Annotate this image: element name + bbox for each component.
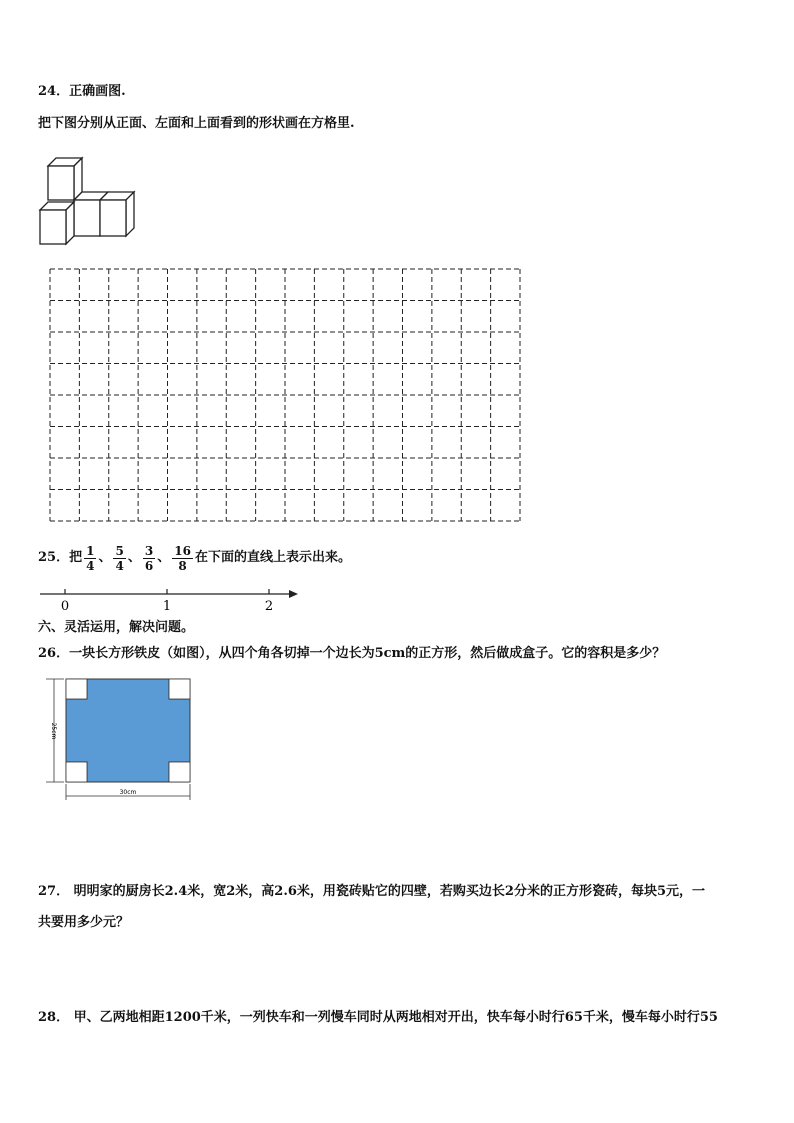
fraction-3: $\frac{3}{6}$ bbox=[144, 543, 154, 573]
q24-heading bbox=[38, 84, 126, 100]
metal-sheet-figure bbox=[44, 676, 194, 806]
height-label: 25cm bbox=[50, 722, 57, 740]
q24-number: 24． bbox=[38, 84, 70, 99]
axis-label-0: 0 bbox=[60, 599, 70, 614]
axis-label-2: 2 bbox=[264, 599, 274, 614]
number-line bbox=[38, 586, 300, 614]
width-label: 30cm bbox=[119, 789, 137, 796]
q26-number: 26． bbox=[38, 646, 70, 661]
q27-line-1: 27． 明明家的厨房长2.4米，宽2米，高2.6米，用瓷砖贴它的四壁，若购买边长2分米的正方形瓷砖，每块5元，一 bbox=[38, 884, 705, 899]
fraction-2: $\frac{5}{4}$ bbox=[115, 543, 124, 573]
q26-heading bbox=[38, 646, 665, 662]
dashed-grid bbox=[49, 268, 521, 522]
separator: 、 bbox=[157, 550, 171, 565]
q25-prefix: 把 bbox=[69, 550, 83, 565]
q25-heading bbox=[38, 538, 351, 578]
cube-figure bbox=[38, 154, 138, 246]
separator: 、 bbox=[98, 550, 112, 565]
fraction-1: $\frac{1}{4}$ bbox=[86, 543, 95, 573]
q24-instruction: 把下图分别从正面、左面和上面看到的形状画在方格里. bbox=[38, 116, 355, 131]
q26-text: 一块长方形铁皮（如图），从四个角各切掉一个边长为5cm的正方形，然后做成盒子。它的容积是多少？ bbox=[69, 646, 666, 661]
separator: 、 bbox=[127, 550, 141, 565]
q24-title: 正确画图. bbox=[69, 84, 126, 99]
axis-label-1: 1 bbox=[162, 599, 172, 614]
q25-suffix: 在下面的直线上表示出来。 bbox=[194, 550, 351, 565]
section-6-title: 六、灵活运用，解决问题。 bbox=[38, 620, 195, 635]
fraction-4: $\frac{16}{8}$ bbox=[174, 543, 191, 573]
q27-line-2: 共要用多少元？ bbox=[38, 915, 130, 930]
q28-line-1: 28． 甲、乙两地相距1200千米，一列快车和一列慢车同时从两地相对开出，快车每小时行65千米，慢车每小时行55 bbox=[38, 1010, 718, 1025]
q25-number: 25． bbox=[38, 550, 70, 565]
